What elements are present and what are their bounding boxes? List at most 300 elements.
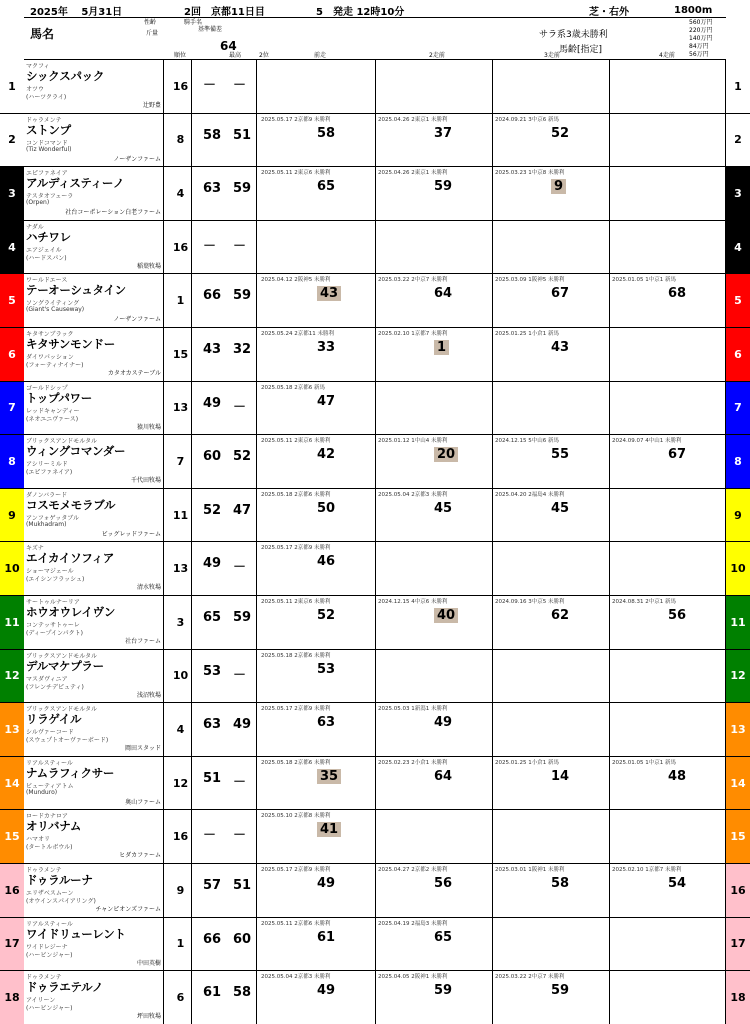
rank-value: 1 bbox=[170, 274, 192, 327]
past-race-figure: 50 bbox=[317, 500, 336, 516]
race-header bbox=[24, 4, 726, 18]
broodmare-sire: (ハードスパン) bbox=[26, 254, 67, 262]
second-figure: － bbox=[233, 560, 247, 576]
gate-number-left: 1 bbox=[0, 60, 24, 113]
gate-number-right: 14 bbox=[726, 757, 750, 810]
horse-row bbox=[0, 489, 750, 543]
past-race-figure: 37 bbox=[434, 125, 453, 141]
past-race-3 bbox=[493, 221, 610, 274]
horse-name[interactable]: アルディスティーノ bbox=[26, 176, 125, 191]
second-figure: 59 bbox=[233, 181, 252, 197]
past-race-date: 2025.01.05 1中京1 新馬 bbox=[612, 759, 676, 766]
past-race-4 bbox=[610, 382, 726, 435]
past-race-3 bbox=[493, 435, 610, 488]
rank-value: 6 bbox=[170, 971, 192, 1024]
best-figures bbox=[195, 810, 257, 863]
horse-info bbox=[24, 328, 164, 381]
dam-name: ワイドレジーナ bbox=[26, 943, 68, 951]
horse-name[interactable]: デルマケプラー bbox=[26, 658, 104, 673]
past-race-figure: 49 bbox=[434, 715, 453, 731]
horse-info bbox=[24, 971, 164, 1024]
past-race-2 bbox=[376, 328, 493, 381]
prize-1: 560万円 bbox=[689, 19, 713, 26]
horse-info bbox=[24, 435, 164, 488]
label-horse: 馬名 bbox=[30, 27, 55, 41]
past-race-figure: 49 bbox=[317, 876, 336, 891]
past-race-figure: 49 bbox=[317, 983, 336, 999]
past-race-figure: 58 bbox=[551, 876, 570, 891]
label-jockey: 騎手名 bbox=[184, 19, 203, 26]
horse-name[interactable]: コスモメモラブル bbox=[26, 497, 116, 512]
column-header bbox=[24, 18, 726, 60]
gate-number-left: 16 bbox=[0, 864, 24, 917]
broodmare-sire: (Mukhadram) bbox=[26, 520, 67, 528]
breeder-name: 岡田スタッド bbox=[124, 745, 161, 753]
breeder-name: 浅沼牧場 bbox=[136, 691, 161, 699]
past-race-date: 2025.05.17 2京都9 未勝利 bbox=[261, 867, 331, 873]
past-race-date: 2025.05.11 2京都6 未勝利 bbox=[261, 920, 331, 927]
horse-info bbox=[24, 542, 164, 595]
gate-number-left: 13 bbox=[0, 703, 24, 756]
horse-name[interactable]: リラゲイル bbox=[26, 712, 82, 727]
past-race-date: 2025.05.03 1新潟1 未勝利 bbox=[378, 706, 448, 713]
sire-name: キタサンブラック bbox=[26, 331, 74, 338]
past-race-4 bbox=[610, 60, 726, 113]
broodmare-sire: (スウェプトオーヴァーボード) bbox=[26, 737, 109, 745]
best-figures bbox=[195, 489, 257, 542]
past-race-figure: 65 bbox=[434, 929, 453, 945]
gate-number-right: 1 bbox=[726, 60, 750, 113]
gate-number-left: 10 bbox=[0, 542, 24, 595]
past-race-figure: 20 bbox=[434, 447, 458, 462]
past-race-date: 2024.09.21 3中京6 新馬 bbox=[495, 116, 559, 123]
past-race-date: 2025.01.12 1中山4 未勝利 bbox=[378, 438, 448, 445]
best-figure: 53 bbox=[203, 663, 222, 679]
horse-info bbox=[24, 167, 164, 220]
race-meeting: 2回 京都11日目 bbox=[184, 7, 265, 18]
past-race-date: 2025.05.17 2京都9 未勝利 bbox=[261, 706, 331, 713]
broodmare-sire: (フォーティナイナー) bbox=[26, 362, 84, 369]
past-race-3 bbox=[493, 810, 610, 863]
past-race-figure: 42 bbox=[317, 447, 336, 463]
gate-number-right: 7 bbox=[726, 382, 750, 435]
best-figures bbox=[195, 596, 257, 649]
best-figure: 51 bbox=[203, 770, 222, 786]
past-race-2 bbox=[376, 114, 493, 167]
horse-row bbox=[0, 435, 750, 489]
second-figure: 51 bbox=[233, 878, 252, 893]
past-race-date: 2025.05.11 2東京6 未勝利 bbox=[261, 599, 331, 605]
past-race-figure: 48 bbox=[668, 768, 687, 784]
dam-name: エリザベスムーン bbox=[26, 890, 74, 897]
gate-number-left: 6 bbox=[0, 328, 24, 381]
label-sex-age: 性齢 bbox=[144, 19, 157, 26]
past-race-figure: 1 bbox=[434, 340, 449, 355]
horse-name[interactable]: ウィングコマンダー bbox=[26, 444, 126, 459]
past-race-2 bbox=[376, 864, 493, 917]
horse-name[interactable]: ホウオウレイヴン bbox=[26, 605, 116, 619]
breeder-name: 社台ファーム bbox=[125, 638, 161, 645]
best-figures bbox=[195, 864, 257, 917]
past-race-3 bbox=[493, 60, 610, 113]
horse-name[interactable]: キタサンモンドー bbox=[26, 337, 115, 351]
dam-name: ショーマジェール bbox=[26, 568, 74, 576]
prize-2: 220万円 bbox=[689, 27, 713, 34]
horse-row bbox=[0, 328, 750, 382]
breeder-name: 稲葉牧場 bbox=[136, 262, 161, 270]
best-figure: 61 bbox=[203, 985, 222, 1001]
past-race-1 bbox=[259, 864, 376, 917]
best-figure: 49 bbox=[203, 395, 222, 411]
second-figure: － bbox=[233, 774, 247, 790]
horse-name[interactable]: オリバナム bbox=[26, 819, 82, 834]
past-race-date: 2025.05.17 2京都9 未勝利 bbox=[261, 545, 331, 552]
horse-row bbox=[0, 971, 750, 1024]
past-race-figure: 9 bbox=[551, 179, 566, 194]
past-race-date: 2025.05.18 2京都6 未勝利 bbox=[261, 491, 331, 498]
horse-row bbox=[0, 542, 750, 596]
gate-number-left: 15 bbox=[0, 810, 24, 863]
horse-row bbox=[0, 60, 750, 114]
past-race-figure: 14 bbox=[551, 768, 570, 784]
past-race-figure: 64 bbox=[434, 768, 453, 784]
breeder-name: ノーザンファーム bbox=[113, 155, 161, 163]
breeder-name: 猿川牧場 bbox=[136, 423, 161, 431]
past-race-date: 2025.05.04 2京都3 未勝利 bbox=[378, 491, 448, 498]
past-race-figure: 67 bbox=[551, 286, 570, 302]
horse-name[interactable]: シックスパック bbox=[26, 69, 105, 83]
broodmare-sire: (ハービンジャー) bbox=[26, 1005, 73, 1013]
gate-number-left: 9 bbox=[0, 489, 24, 542]
gate-number-left: 14 bbox=[0, 757, 24, 810]
second-figure: 47 bbox=[233, 502, 252, 518]
sire-name: ダノンバラード bbox=[26, 491, 68, 499]
second-figure: － bbox=[233, 667, 247, 683]
past-race-1 bbox=[259, 114, 376, 167]
past-race-figure: 68 bbox=[668, 286, 687, 302]
rank-value: 10 bbox=[170, 650, 192, 703]
second-figure: － bbox=[233, 399, 247, 415]
gate-number-right: 13 bbox=[726, 703, 750, 756]
best-figure: 58 bbox=[203, 127, 222, 143]
past-race-4 bbox=[610, 542, 726, 595]
best-figures bbox=[195, 167, 257, 220]
second-figure: 59 bbox=[233, 610, 252, 625]
best-figure: － bbox=[203, 238, 217, 254]
gate-number-right: 3 bbox=[726, 167, 750, 220]
race-number-time: 5 発走 12時10分 bbox=[316, 7, 405, 18]
label-best: 最高 bbox=[229, 52, 242, 59]
past-race-date: 2025.03.01 1阪神1 未勝利 bbox=[495, 867, 565, 873]
past-race-figure: 63 bbox=[317, 715, 336, 731]
rank-value: 11 bbox=[170, 489, 192, 542]
breeder-name: 社台コーポレーション白老ファーム bbox=[65, 209, 161, 217]
rank-value: 7 bbox=[170, 435, 192, 488]
sire-name: ドゥラメンテ bbox=[26, 974, 62, 982]
sire-name: エピファネイア bbox=[26, 170, 68, 178]
past-race-1 bbox=[259, 382, 376, 435]
horse-name[interactable]: ナムラフィクサー bbox=[26, 765, 115, 780]
horse-name[interactable]: ワイドリューレント bbox=[26, 926, 126, 941]
past-race-2 bbox=[376, 918, 493, 971]
past-race-2 bbox=[376, 435, 493, 488]
past-race-date: 2025.05.11 2東京6 未勝利 bbox=[261, 170, 331, 177]
second-figure: － bbox=[233, 828, 247, 844]
past-race-date: 2025.04.27 2京都2 未勝利 bbox=[378, 867, 448, 873]
broodmare-sire: (Orpen) bbox=[26, 199, 50, 207]
broodmare-sire: (Tiz Wonderful) bbox=[26, 145, 72, 153]
horse-name[interactable]: エイカイソフィア bbox=[26, 551, 114, 566]
best-figure: 60 bbox=[203, 449, 222, 465]
past-race-2 bbox=[376, 703, 493, 756]
past-race-date: 2025.02.10 1京都7 未勝利 bbox=[612, 867, 682, 873]
past-race-1 bbox=[259, 489, 376, 542]
horse-row bbox=[0, 382, 750, 436]
past-race-1 bbox=[259, 60, 376, 113]
gate-number-left: 7 bbox=[0, 382, 24, 435]
past-race-1 bbox=[259, 542, 376, 595]
prize-4: 84万円 bbox=[689, 43, 709, 50]
best-figures bbox=[195, 221, 257, 274]
horse-info bbox=[24, 703, 164, 756]
best-figure: 66 bbox=[203, 288, 222, 304]
past-race-1 bbox=[259, 650, 376, 703]
rank-value: 4 bbox=[170, 703, 192, 756]
past-race-1 bbox=[259, 810, 376, 863]
past-race-1 bbox=[259, 757, 376, 810]
dam-name: オツウ bbox=[26, 86, 45, 93]
label-prev2: 2走前 bbox=[429, 52, 445, 59]
past-race-date: 2025.04.26 2東京1 未勝利 bbox=[378, 116, 448, 123]
past-race-figure: 56 bbox=[668, 608, 687, 623]
sire-name: ワールドエース bbox=[26, 277, 68, 285]
past-race-2 bbox=[376, 650, 493, 703]
dam-name: マスダヴィニア bbox=[26, 675, 68, 683]
horse-name[interactable]: ドゥラルーナ bbox=[26, 873, 93, 887]
past-race-1 bbox=[259, 328, 376, 381]
sire-name: ナダル bbox=[26, 223, 44, 231]
horse-name[interactable]: トップパワー bbox=[26, 390, 92, 405]
best-figures bbox=[195, 650, 257, 703]
past-race-figure: 45 bbox=[434, 500, 453, 516]
best-figure: 65 bbox=[203, 610, 222, 625]
past-race-3 bbox=[493, 650, 610, 703]
breeder-name: ヒダカファーム bbox=[119, 852, 161, 860]
past-race-2 bbox=[376, 382, 493, 435]
past-race-1 bbox=[259, 167, 376, 220]
past-race-3 bbox=[493, 864, 610, 917]
best-figure: 43 bbox=[203, 342, 222, 357]
past-race-figure: 43 bbox=[551, 340, 570, 355]
past-race-date: 2024.09.16 3中京5 未勝利 bbox=[495, 599, 565, 605]
broodmare-sire: (タートルボウル) bbox=[26, 844, 73, 852]
breeder-name: 清水牧場 bbox=[136, 584, 161, 592]
sire-name: ブリックスアンドモルタル bbox=[26, 438, 97, 446]
past-race-4 bbox=[610, 274, 726, 327]
past-race-date: 2025.02.10 1京都7 未勝利 bbox=[378, 331, 448, 337]
broodmare-sire: (エイシンフラッシュ) bbox=[26, 576, 85, 584]
dam-name: アイリーン bbox=[26, 997, 56, 1005]
rank-value: 16 bbox=[170, 810, 192, 863]
past-race-figure: 59 bbox=[434, 179, 453, 195]
broodmare-sire: (Giant's Causeway) bbox=[26, 306, 85, 314]
past-race-figure: 45 bbox=[551, 500, 570, 516]
label-prev4: 4走前 bbox=[659, 52, 675, 59]
second-figure: － bbox=[233, 238, 247, 254]
dam-name: アシリーミルド bbox=[26, 461, 68, 469]
best-figure: 63 bbox=[203, 717, 222, 733]
rank-value: 12 bbox=[170, 757, 192, 810]
gate-number-left: 17 bbox=[0, 918, 24, 971]
gate-number-right: 18 bbox=[726, 971, 750, 1024]
horse-row bbox=[0, 918, 750, 972]
horse-info bbox=[24, 918, 164, 971]
second-figure: 51 bbox=[233, 127, 252, 143]
breeder-name: カタオカステーブル bbox=[107, 370, 161, 377]
past-race-figure: 43 bbox=[317, 286, 341, 301]
best-figure: － bbox=[203, 78, 217, 93]
second-figure: 32 bbox=[233, 342, 252, 357]
past-race-date: 2025.03.22 2中京7 未勝利 bbox=[378, 277, 448, 284]
past-race-4 bbox=[610, 918, 726, 971]
baseline-value: 64 bbox=[220, 39, 237, 53]
horse-row bbox=[0, 596, 750, 650]
horse-info bbox=[24, 221, 164, 274]
horse-info bbox=[24, 114, 164, 167]
past-race-date: 2025.05.24 2京都11 未勝利 bbox=[261, 331, 334, 337]
broodmare-sire: (ハーツクライ) bbox=[26, 94, 67, 101]
sire-name: キズナ bbox=[26, 545, 44, 553]
prize-3: 140万円 bbox=[689, 35, 713, 42]
race-condition: 馬齢[指定] bbox=[559, 45, 603, 55]
breeder-name: チャンピオンズファーム bbox=[95, 906, 161, 913]
dam-name: エアジェイル bbox=[26, 246, 62, 254]
past-race-1 bbox=[259, 596, 376, 649]
gate-number-right: 15 bbox=[726, 810, 750, 863]
past-race-1 bbox=[259, 221, 376, 274]
past-race-4 bbox=[610, 703, 726, 756]
horse-name[interactable]: ストンプ bbox=[26, 122, 71, 137]
label-prev1: 前走 bbox=[314, 52, 327, 59]
past-race-4 bbox=[610, 435, 726, 488]
past-race-2 bbox=[376, 274, 493, 327]
past-race-figure: 56 bbox=[434, 876, 453, 891]
breeder-name: ビッグレッドファーム bbox=[101, 530, 161, 538]
horse-info bbox=[24, 60, 164, 113]
rank-value: 15 bbox=[170, 328, 192, 381]
past-race-2 bbox=[376, 971, 493, 1024]
gate-number-right: 9 bbox=[726, 489, 750, 542]
horse-name[interactable]: テーオーシュタイン bbox=[26, 283, 126, 298]
past-race-2 bbox=[376, 542, 493, 595]
rank-value: 16 bbox=[170, 60, 192, 113]
rank-value: 1 bbox=[170, 918, 192, 971]
best-figures bbox=[195, 328, 257, 381]
gate-number-right: 16 bbox=[726, 864, 750, 917]
sire-name: マクフィ bbox=[26, 63, 50, 70]
horse-info bbox=[24, 382, 164, 435]
breeder-name: 千代田牧場 bbox=[130, 477, 161, 485]
race-title: サラ系3歳未勝利 bbox=[539, 30, 608, 40]
past-race-2 bbox=[376, 167, 493, 220]
past-race-2 bbox=[376, 596, 493, 649]
past-race-date: 2025.04.05 2阪神1 未勝利 bbox=[378, 974, 448, 981]
gate-number-right: 10 bbox=[726, 542, 750, 595]
gate-number-right: 6 bbox=[726, 328, 750, 381]
past-race-figure: 59 bbox=[551, 983, 570, 999]
label-rank: 順位 bbox=[174, 52, 187, 59]
sire-name: リアルスティール bbox=[26, 759, 73, 767]
past-race-date: 2025.04.26 2東京1 未勝利 bbox=[378, 170, 448, 177]
gate-number-right: 12 bbox=[726, 650, 750, 703]
past-race-date: 2025.03.22 2中京7 未勝利 bbox=[495, 974, 565, 981]
sire-name: ブリックスアンドモルタル bbox=[26, 652, 97, 660]
best-figures bbox=[195, 542, 257, 595]
past-race-4 bbox=[610, 757, 726, 810]
past-race-1 bbox=[259, 435, 376, 488]
horse-row bbox=[0, 114, 750, 168]
second-figure: 59 bbox=[233, 288, 252, 304]
best-figure: 66 bbox=[203, 931, 222, 947]
best-figures bbox=[195, 60, 257, 113]
best-figures bbox=[195, 971, 257, 1024]
past-race-figure: 40 bbox=[434, 608, 458, 623]
past-race-1 bbox=[259, 918, 376, 971]
past-race-date: 2025.05.18 2京都6 未勝利 bbox=[261, 759, 331, 766]
past-race-3 bbox=[493, 114, 610, 167]
past-race-date: 2025.02.23 2小倉1 未勝利 bbox=[378, 759, 448, 766]
past-race-date: 2025.04.12 2阪神5 未勝利 bbox=[261, 277, 331, 284]
past-race-figure: 62 bbox=[551, 608, 570, 623]
past-race-figure: 47 bbox=[317, 393, 336, 409]
horse-info bbox=[24, 489, 164, 542]
past-race-3 bbox=[493, 757, 610, 810]
past-race-date: 2025.01.25 1小倉1 新馬 bbox=[495, 759, 559, 766]
broodmare-sire: (エピファネイア) bbox=[26, 469, 73, 477]
horse-name[interactable]: ドゥラエテルノ bbox=[26, 980, 104, 995]
past-race-4 bbox=[610, 328, 726, 381]
past-race-figure: 67 bbox=[668, 447, 687, 463]
sire-name: リアルスティール bbox=[26, 920, 73, 928]
sire-name: ドゥラメンテ bbox=[26, 116, 62, 124]
horse-info bbox=[24, 864, 164, 917]
label-second: 2位 bbox=[259, 52, 269, 59]
dam-name: ハマオリ bbox=[26, 836, 51, 844]
best-figure: 49 bbox=[203, 556, 222, 572]
past-race-3 bbox=[493, 703, 610, 756]
second-figure: 49 bbox=[233, 717, 252, 733]
horse-row bbox=[0, 650, 750, 704]
rank-value: 3 bbox=[170, 596, 192, 649]
horse-info bbox=[24, 757, 164, 810]
past-race-3 bbox=[493, 542, 610, 595]
dam-name: ダイワパッション bbox=[26, 354, 74, 361]
past-race-figure: 53 bbox=[317, 661, 336, 677]
label-baseline: 基準備差 bbox=[198, 26, 223, 33]
best-figures bbox=[195, 757, 257, 810]
gate-number-left: 18 bbox=[0, 971, 24, 1024]
past-race-3 bbox=[493, 971, 610, 1024]
best-figure: 63 bbox=[203, 181, 222, 197]
horse-name[interactable]: ハチワレ bbox=[26, 229, 71, 244]
dam-name: ビューティアトム bbox=[26, 782, 74, 790]
horse-row bbox=[0, 757, 750, 811]
best-figure: － bbox=[203, 828, 217, 844]
broodmare-sire: (Munduro) bbox=[26, 788, 58, 796]
past-race-figure: 46 bbox=[317, 554, 336, 570]
breeder-name: 坪田牧場 bbox=[136, 1013, 161, 1021]
past-race-1 bbox=[259, 703, 376, 756]
